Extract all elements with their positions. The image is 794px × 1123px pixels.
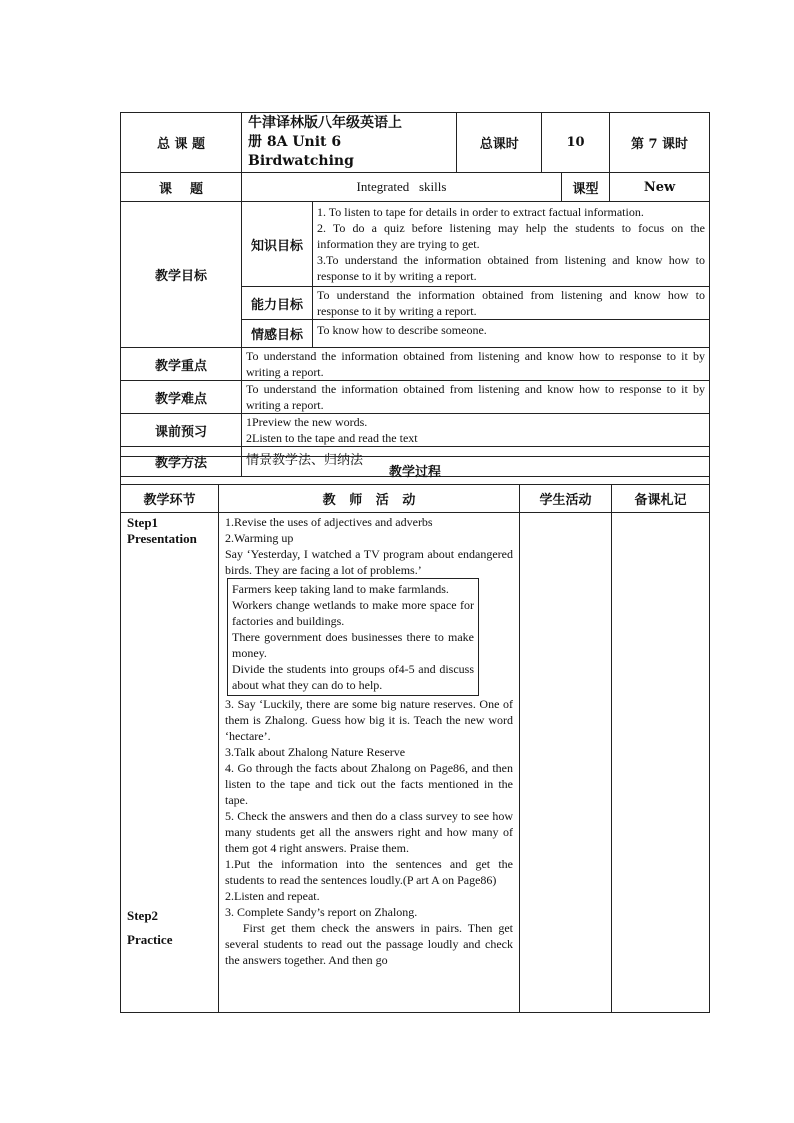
- col-stage: 教学环节: [121, 485, 219, 513]
- difficult-points-text: [242, 381, 710, 414]
- teacher-line-3: Say ‘Yesterday, I watched a TV program about endangered birds. They are facing a lot of problems.’: [225, 547, 513, 577]
- teacher-line-4: 3. Say ‘Luckily, there are some big nature reserves. One of them is Zhalong. Guess how big it is. Teach the new word ‘hectare’.: [225, 697, 513, 743]
- preview-text: [242, 414, 710, 447]
- step1-line1: Step1: [127, 515, 159, 530]
- methods-label: 教学方法: [121, 447, 242, 477]
- emotion-text: To know how to describe someone.: [313, 320, 710, 348]
- teacher-line-5: 3.Talk about Zhalong Nature Reserve: [225, 745, 406, 759]
- teacher-line-7: 5. Check the answers and then do a class survey to see how many students get all the answers right and how many of them got 4 right answers. Praise them.: [225, 809, 513, 855]
- key-points-p: To understand the information obtained from listening and know how to response to it by writing a report.: [246, 349, 705, 379]
- teacher-line-1: 1.Revise the uses of adjectives and adverbs: [225, 515, 433, 529]
- teacher-line-10: 3. Complete Sandy’s report on Zhalong.: [225, 905, 418, 919]
- type-value: New: [610, 173, 710, 202]
- emotion-label: 情感目标: [242, 320, 313, 348]
- topic-label: 课 题: [121, 173, 242, 202]
- col-teacher: 教 师 活 动: [219, 485, 520, 513]
- box-line-3: There government does businesses there to make money.: [232, 630, 474, 660]
- step1-line2: Presentation: [127, 531, 197, 546]
- total-hours-value: 10: [542, 113, 610, 173]
- type-label: 课型: [562, 173, 610, 202]
- preview-line-1: 1Preview the new words.: [246, 415, 368, 429]
- box-line-2: Workers change wetlands to make more space for factories and buildings.: [232, 598, 474, 628]
- ability-label: 能力目标: [242, 287, 313, 320]
- total-title-label: 总 课 题: [121, 113, 242, 173]
- knowledge-line-3: 3.To understand the information obtained from listening and know how to response to it by writing a report.: [317, 253, 705, 283]
- process-title: 教学过程: [121, 457, 710, 485]
- lesson-number: 第 7 课时: [610, 113, 710, 173]
- ability-text: [313, 287, 710, 320]
- col-student: 学生活动: [520, 485, 612, 513]
- notes-cell: [612, 513, 710, 1013]
- total-title-line1: 牛津译林版八年级英语上: [248, 115, 402, 131]
- teaching-process-table: [120, 456, 710, 1013]
- stage-cell: [121, 513, 219, 1013]
- knowledge-label: 知识目标: [242, 202, 313, 287]
- teacher-line-9: 2.Listen and repeat.: [225, 889, 320, 903]
- ability-text-p: To understand the information obtained from listening and know how to response to it by writing a report.: [317, 288, 705, 318]
- total-title-line2: 册 8A Unit 6 Birdwatching: [248, 134, 354, 169]
- box-line-4: Divide the students into groups of4-5 and discuss about what they can do to help.: [232, 662, 474, 692]
- teacher-line-2: 2.Warming up: [225, 531, 294, 545]
- objectives-label: 教学目标: [121, 202, 242, 348]
- knowledge-text: [313, 202, 710, 287]
- step2-label: [127, 904, 172, 952]
- teacher-line-11: First get them check the answers in pairs. Then get several students to read out the passage loudly and check the answers together. And then go: [225, 921, 517, 967]
- teacher-activity-cell: [219, 513, 520, 1013]
- key-points-text: [242, 348, 710, 381]
- col-notes: 备课札记: [612, 485, 710, 513]
- total-title-value: [242, 113, 542, 173]
- step2-line1: Step2: [127, 908, 159, 923]
- teacher-line-8: 1.Put the information into the sentences and get the students to read the sentences loudly.(P art A on Page86): [225, 857, 513, 887]
- step2-line2: Practice: [127, 932, 173, 947]
- box-line-1: Farmers keep taking land to make farmlands.: [232, 582, 449, 596]
- key-points-label: 教学重点: [121, 348, 242, 381]
- total-hours-label: 总课时: [479, 137, 519, 152]
- lesson-info-table: [120, 112, 710, 477]
- preview-line-2: 2Listen to the tape and read the text: [246, 431, 418, 445]
- step1-label: [127, 515, 212, 547]
- problems-box: [227, 578, 479, 696]
- student-activity-cell: [520, 513, 612, 1013]
- knowledge-line-1: 1. To listen to tape for details in order to extract factual information.: [317, 205, 644, 219]
- topic-value: Integrated skills: [242, 173, 562, 202]
- preview-label: 课前预习: [121, 414, 242, 447]
- methods-text: 情景教学法、归纳法: [242, 447, 710, 477]
- teacher-line-6: 4. Go through the facts about Zhalong on Page86, and then listen to the tape and tick out the facts mentioned in the tape.: [225, 761, 513, 807]
- difficult-points-label: 教学难点: [121, 381, 242, 414]
- difficult-points-p: To understand the information obtained from listening and know how to response to it by writing a report.: [246, 382, 705, 412]
- knowledge-line-2: 2. To do a quiz before listening may help the students to focus on the information they are trying to get.: [317, 221, 705, 251]
